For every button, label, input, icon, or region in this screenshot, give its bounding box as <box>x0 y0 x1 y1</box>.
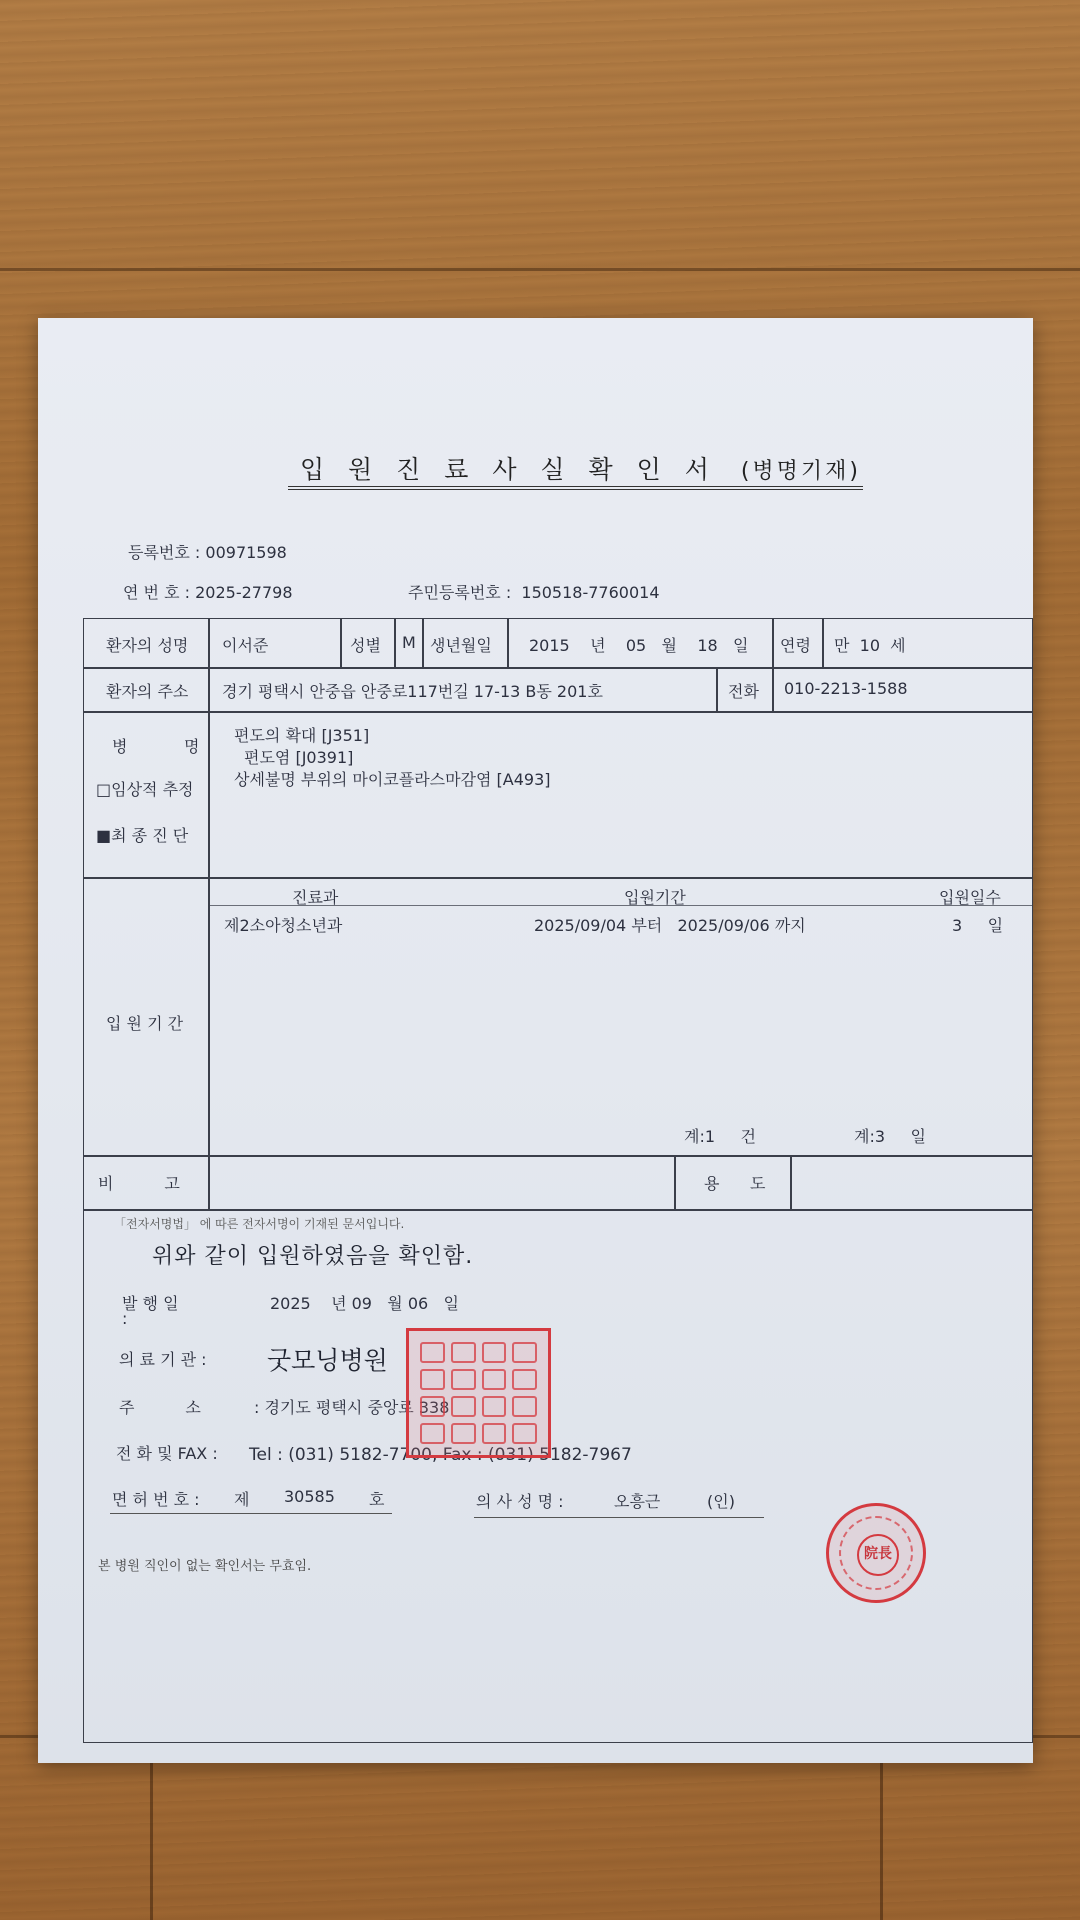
days-number: 3 <box>952 916 963 935</box>
department-value: 제2소아청소년과 <box>224 916 343 935</box>
month-unit: 월 <box>661 636 677 655</box>
col-divider <box>507 619 509 667</box>
days-unit: 일 <box>987 916 1004 935</box>
institution-address: : 경기도 평택시 중앙로 338 <box>254 1398 450 1417</box>
license-number: 30585 <box>284 1487 335 1506</box>
remarks-label: 비 고 <box>98 1174 180 1193</box>
clinical-estimate-checkbox: □임상적 추정 <box>96 780 194 799</box>
final-diagnosis-checkbox: ■최 종 진 단 <box>96 826 189 845</box>
contact-label: 전 화 및 FAX : <box>116 1444 218 1463</box>
serial-value: 2025-27798 <box>195 583 293 602</box>
issue-month: 09 <box>351 1294 372 1313</box>
admission-days <box>952 913 1003 936</box>
license-underline <box>110 1513 392 1514</box>
col-divider <box>340 619 342 667</box>
floor-plank-seam <box>150 1745 153 1920</box>
title-underline <box>288 486 863 490</box>
year-unit: 년 <box>590 636 606 655</box>
issue-day-unit: 일 <box>443 1294 459 1313</box>
diagnosis-item: 상세불명 부위의 마이코플라스마감염 [A493] <box>234 770 551 789</box>
institution-address-label: 주 소 <box>119 1398 201 1417</box>
institution-label: 의 료 기 관 : <box>119 1350 207 1369</box>
institution-name: 굿모닝병원 <box>267 1346 388 1375</box>
doctor-round-seal <box>826 1503 926 1603</box>
issue-month-unit: 월 <box>387 1294 403 1313</box>
title-note: (병명기재) <box>740 459 862 484</box>
document-title <box>293 450 868 486</box>
age-unit: 세 <box>890 636 906 655</box>
col-divider <box>208 619 210 1155</box>
age-value <box>834 633 906 656</box>
admission-period-label: 입 원 기 간 <box>106 1014 184 1033</box>
row-divider <box>84 1209 1032 1211</box>
days-header: 입원일수 <box>939 888 1001 907</box>
contact-numbers: Tel : (031) 5182-7700, Fax : (031) 5182-7967 <box>249 1445 632 1465</box>
registration-number <box>128 540 287 563</box>
row-divider <box>84 1155 1032 1157</box>
row-divider <box>84 711 1032 713</box>
seal-center-text: 院長 <box>857 1534 899 1576</box>
issue-day: 06 <box>407 1294 429 1313</box>
floor-plank-seam <box>880 1745 883 1920</box>
doctor-underline <box>474 1517 764 1518</box>
admission-end: 2025/09/06 <box>677 916 770 935</box>
sex-label: 성별 <box>350 636 381 655</box>
serial-number <box>123 580 293 603</box>
license-label: 면 허 번 호 : <box>112 1490 200 1509</box>
patient-address-label: 환자의 주소 <box>106 682 189 701</box>
license-prefix: 제 <box>234 1490 250 1509</box>
col-divider <box>208 1155 210 1209</box>
resident-id-label: 주민등록번호 : <box>408 583 512 602</box>
col-divider <box>772 667 774 711</box>
diagnosis-item: 편도의 확대 [J351] <box>234 726 370 745</box>
doctor-seal-mark: (인) <box>707 1492 735 1511</box>
col-divider <box>772 619 774 667</box>
age-prefix: 만 <box>834 636 850 655</box>
issue-date <box>270 1291 459 1314</box>
department-header: 진료과 <box>292 888 339 907</box>
total-cases: 계:1 건 <box>684 1127 756 1146</box>
title-text: 입 원 진 료 사 실 확 인 서 <box>299 455 717 484</box>
admission-start: 2025/09/04 <box>534 916 627 935</box>
confirmation-statement: 위와 같이 입원하였음을 확인함. <box>152 1244 474 1269</box>
e-signature-note: 「전자서명법」 에 따른 전자서명이 기재된 문서입니다. <box>114 1217 405 1231</box>
col-divider <box>394 619 396 667</box>
age-number: 10 <box>859 636 880 655</box>
doctor-name: 오흥근 <box>614 1492 661 1511</box>
license-suffix: 호 <box>369 1490 385 1509</box>
col-divider <box>790 1155 792 1209</box>
birth-label: 생년월일 <box>430 636 492 655</box>
diagnosis-item: 편도염 [J0391] <box>244 748 354 767</box>
registration-value: 00971598 <box>205 543 287 562</box>
diagnosis-label-2: 명 <box>184 737 200 756</box>
row-divider <box>84 877 1032 879</box>
patient-address: 경기 평택시 안중읍 안중로117번길 17-13 B동 201호 <box>222 682 603 701</box>
from-word: 부터 <box>631 916 663 935</box>
issue-year: 2025 <box>270 1294 311 1313</box>
diagnosis-label-1: 병 <box>112 737 128 756</box>
patient-name: 이서준 <box>222 636 269 655</box>
period-header: 입원기간 <box>624 888 686 907</box>
age-label: 연령 <box>780 636 811 655</box>
issue-date-label: 발 행 일 <box>122 1294 179 1313</box>
birth-day: 18 <box>697 636 718 655</box>
phone-value: 010-2213-1588 <box>784 679 908 698</box>
total-days: 계:3 일 <box>854 1127 926 1146</box>
to-word: 까지 <box>774 916 806 935</box>
purpose-label: 용 도 <box>704 1174 766 1193</box>
patient-name-label: 환자의 성명 <box>106 636 189 655</box>
doctor-label: 의 사 성 명 : <box>476 1492 564 1511</box>
col-divider <box>716 667 718 711</box>
col-divider <box>674 1155 676 1209</box>
birth-year: 2015 <box>529 636 570 655</box>
registration-label: 등록번호 : <box>128 543 201 562</box>
issue-date-colon: : <box>122 1309 128 1328</box>
day-unit: 일 <box>732 636 749 655</box>
col-divider <box>822 619 824 667</box>
validity-note: 본 병원 직인이 없는 확인서는 무효임. <box>98 1559 312 1574</box>
serial-label: 연 번 호 : <box>123 583 191 602</box>
issue-year-unit: 년 <box>331 1294 347 1313</box>
col-divider <box>422 619 424 667</box>
birth-date <box>529 633 748 656</box>
sex-value: M <box>402 633 416 652</box>
resident-id-value: 150518-7760014 <box>521 583 660 602</box>
birth-month: 05 <box>625 636 647 655</box>
hospital-official-seal <box>406 1328 551 1458</box>
row-divider <box>84 667 1032 669</box>
phone-label: 전화 <box>728 682 759 701</box>
hospital-admission-certificate <box>38 318 1033 1763</box>
admission-dates <box>534 913 806 936</box>
floor-plank-seam <box>0 268 1080 271</box>
resident-id <box>408 580 660 603</box>
